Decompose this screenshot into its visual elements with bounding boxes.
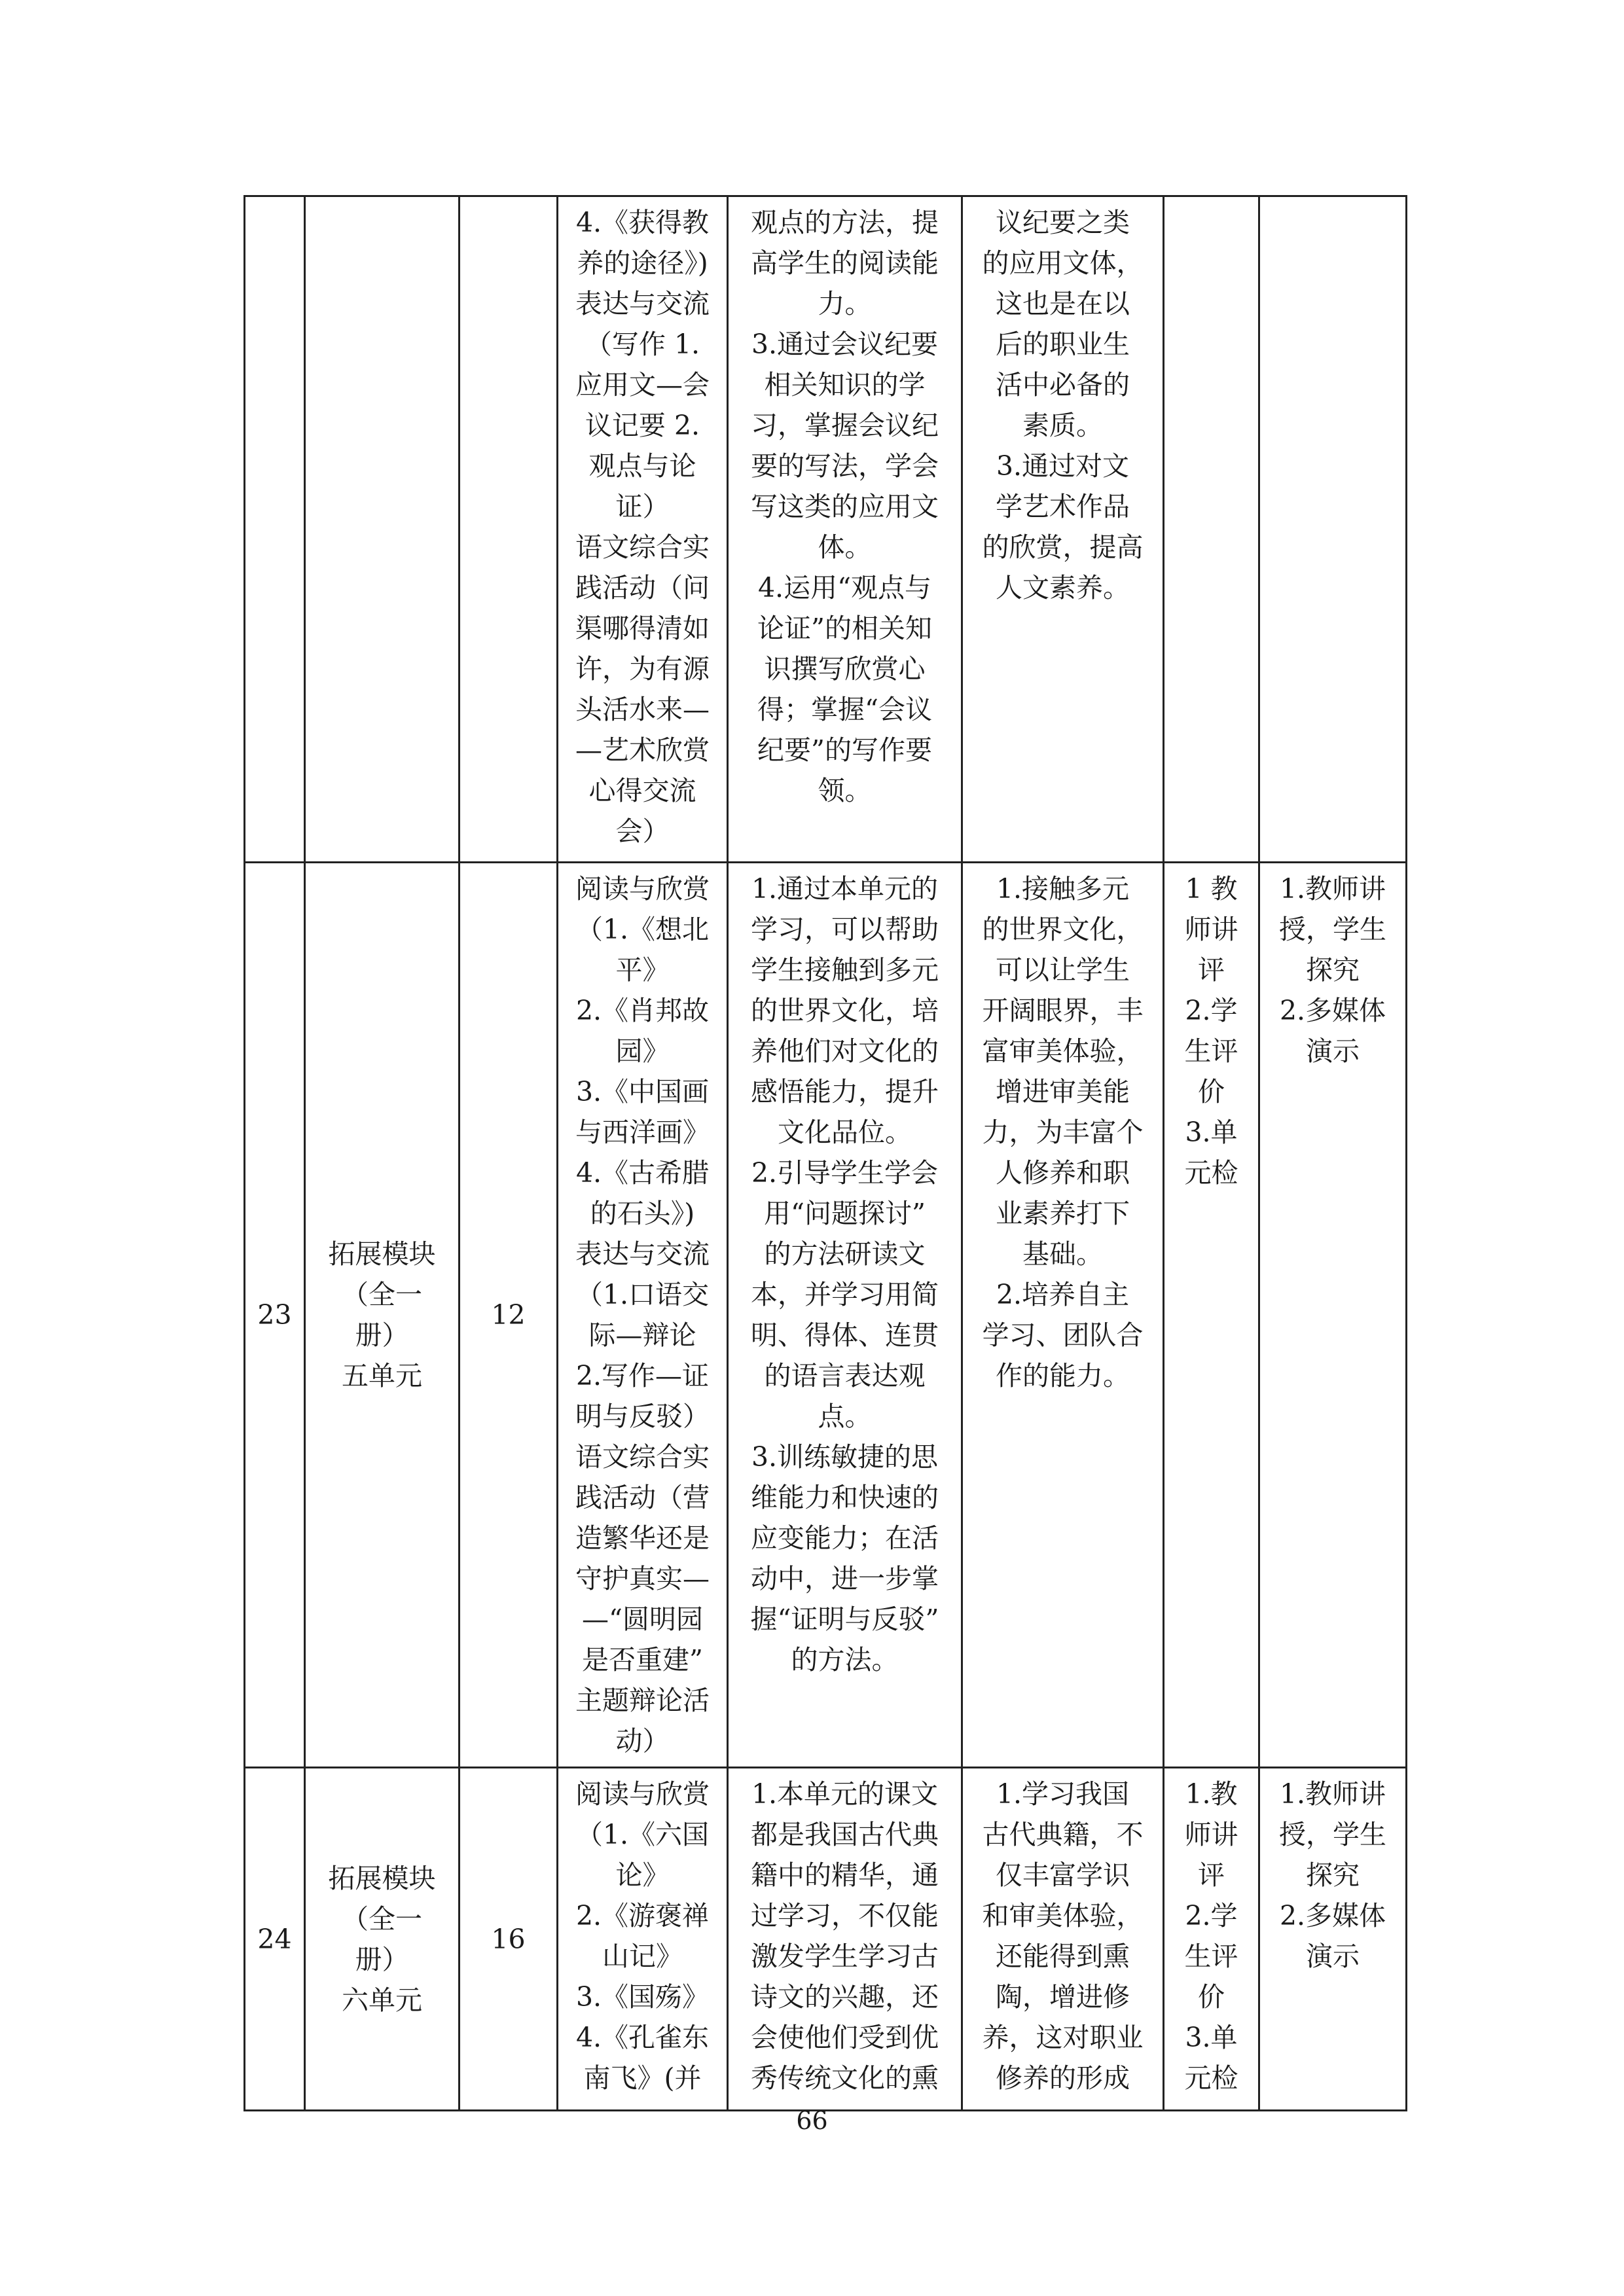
- cell-text-line: —“圆明园: [582, 1604, 703, 1635]
- cell-text-line: 诗文的兴趣，还: [751, 1981, 939, 2013]
- hours-cell: 16: [460, 1768, 558, 2111]
- cell-text-line: 探究: [1306, 1859, 1360, 1891]
- cell-text-line: 册）: [355, 1319, 409, 1351]
- cell-text-line: 学艺术作品: [996, 491, 1130, 522]
- content-cell: [558, 196, 728, 863]
- cell-text-line: 表达与交流: [575, 288, 710, 319]
- module-cell: [305, 1768, 460, 2111]
- cell-text-line: 渠哪得清如: [575, 613, 710, 644]
- cell-text-line: 价: [1198, 1981, 1225, 2013]
- assessment-cell: [1164, 863, 1259, 1768]
- cell-text-line: 4.《古希腊: [575, 1157, 710, 1189]
- cell-text-line: 3.《中国画: [575, 1076, 710, 1107]
- cell-text-line: （全一: [342, 1279, 422, 1310]
- methods-cell: [1259, 1768, 1407, 2111]
- cell-text-line: 力，为丰富个: [982, 1117, 1144, 1148]
- cell-text-line: 增进审美能: [996, 1076, 1130, 1107]
- cell-text-line: 学习，可以帮助: [751, 914, 939, 945]
- cell-text-line: 册）: [355, 1943, 409, 1975]
- cell-text-line: 许，为有源: [575, 653, 710, 685]
- cell-text-line: 的世界文化，培: [751, 995, 939, 1026]
- cell-text-line: 师讲: [1184, 1819, 1238, 1850]
- cell-text-line: 力。: [818, 288, 872, 319]
- cell-text-line: 园》: [615, 1035, 670, 1067]
- cell-text-line: 南飞》(并: [583, 2062, 702, 2094]
- cell-text-line: 陶，增进修: [996, 1981, 1130, 2013]
- cell-text-line: 五单元: [342, 1360, 422, 1391]
- cell-text-line: 养，这对职业: [982, 2022, 1144, 2053]
- cell-text-line: 富审美体验，: [982, 1035, 1144, 1067]
- cell-text-line: 得；掌握“会议: [757, 694, 932, 725]
- cell-text-line: 应用文—会: [575, 369, 710, 401]
- cell-text-line: 的应用文体，: [982, 247, 1144, 279]
- cell-text-line: 文化品位。: [778, 1117, 912, 1148]
- cell-text-line: （全一: [342, 1903, 422, 1935]
- cell-text-line: 人修养和职: [996, 1157, 1130, 1189]
- cell-text-line: 拓展模块: [328, 1238, 436, 1270]
- cell-text-line: 3.训练敏捷的思: [751, 1441, 939, 1473]
- cell-text-line: 践活动（问: [575, 572, 710, 603]
- cell-text-line: 3.单: [1185, 2022, 1238, 2053]
- cell-text-line: 可以让学生: [996, 954, 1130, 986]
- cell-text-line: 语文综合实: [575, 531, 710, 563]
- cell-text-line: 感悟能力，提升: [751, 1076, 939, 1107]
- cell-text-line: 的欣赏，提高: [982, 531, 1144, 563]
- cell-text-line: 的方法。: [791, 1644, 899, 1676]
- cell-text-line: 2.学: [1185, 995, 1238, 1026]
- cell-text-line: 1.本单元的课文: [751, 1778, 939, 1810]
- cell-text-line: 基础。: [1022, 1238, 1103, 1270]
- cell-text-line: 3.单: [1185, 1117, 1238, 1148]
- cell-text-line: 主题辩论活: [575, 1685, 710, 1716]
- cell-text-line: 养他们对文化的: [751, 1035, 939, 1067]
- cell-text-line: 后的职业生: [996, 329, 1130, 360]
- cell-text-line: 3.《国殇》: [575, 1981, 710, 2013]
- cell-text-line: 点。: [818, 1401, 872, 1432]
- cell-text-line: 握“证明与反驳”: [750, 1604, 939, 1635]
- methods-cell: [1259, 196, 1407, 863]
- cell-text-line: 本，并学习用简: [751, 1279, 939, 1310]
- cell-text-line: 作的能力。: [996, 1360, 1130, 1391]
- cell-text-line: 维能力和快速的: [751, 1482, 939, 1513]
- row-number-cell: [245, 196, 305, 863]
- cell-text-line: 守护真实—: [575, 1563, 710, 1594]
- cell-text-line: 明与反驳）: [575, 1401, 710, 1432]
- cell-text-line: 1.接触多元: [996, 873, 1130, 905]
- content-cell: [558, 863, 728, 1768]
- content-cell: [558, 1768, 728, 2111]
- cell-text-line: 活中必备的: [996, 369, 1130, 401]
- row-number-cell: 24: [245, 1768, 305, 2111]
- cell-text-line: 秀传统文化的熏: [751, 2062, 939, 2094]
- cell-text-line: 会使他们受到优: [751, 2022, 939, 2053]
- cell-text-line: 这也是在以: [996, 288, 1130, 319]
- cell-text-line: 2.多媒体: [1279, 995, 1386, 1026]
- cell-text-line: 观点与论: [588, 450, 696, 482]
- cell-text-line: 用“问题探讨”: [764, 1198, 926, 1229]
- cell-text-line: 动中，进一步掌: [751, 1563, 939, 1594]
- table-row-23: [245, 863, 1407, 1768]
- cell-text-line: 仅丰富学识: [996, 1859, 1130, 1891]
- cell-text-line: 明、得体、连贯: [751, 1319, 939, 1351]
- cell-text-line: 师讲: [1184, 914, 1238, 945]
- cell-text-line: 1.学习我国: [996, 1778, 1130, 1810]
- cell-text-line: 阅读与欣赏: [575, 873, 710, 905]
- cell-text-line: 纪要”的写作要: [757, 734, 932, 766]
- cell-text-line: 相关知识的学: [764, 369, 926, 401]
- cell-text-line: 评: [1198, 954, 1225, 986]
- cell-text-line: 际—辩论: [588, 1319, 696, 1351]
- cell-text-line: 的语言表达观: [764, 1360, 926, 1391]
- cell-text-line: —艺术欣赏: [575, 734, 710, 766]
- cell-text-line: 生评: [1184, 1941, 1238, 1972]
- cell-text-line: 1.教师讲: [1279, 873, 1386, 905]
- cell-text-line: 素质。: [1022, 410, 1103, 441]
- cell-text-line: 还能得到熏: [996, 1941, 1130, 1972]
- cell-text-line: 习，掌握会议纪: [751, 410, 939, 441]
- cell-text-line: （1.口语交: [575, 1279, 710, 1310]
- cell-text-line: 都是我国古代典: [751, 1819, 939, 1850]
- page-number: 66: [796, 2106, 828, 2135]
- cell-text-line: 2.培养自主: [996, 1279, 1130, 1310]
- hours-cell: [460, 196, 558, 863]
- cell-text-line: 评: [1198, 1859, 1225, 1891]
- cell-text-line: 人文素养。: [996, 572, 1130, 603]
- cell-text-line: 授，学生: [1279, 914, 1386, 945]
- assessment-cell: [1164, 1768, 1259, 2111]
- cell-text-line: 修养的形成: [996, 2062, 1130, 2094]
- cell-text-line: 山记》: [602, 1941, 683, 1972]
- goals-cell: [728, 1768, 962, 2111]
- cell-text-line: 3.通过会议纪要: [751, 329, 939, 360]
- cell-text-line: 4.《获得教: [575, 207, 710, 238]
- cell-text-line: 学习、团队合: [982, 1319, 1144, 1351]
- cell-text-line: 的世界文化，: [982, 914, 1144, 945]
- cell-text-line: 开阔眼界，丰: [982, 995, 1144, 1026]
- cell-text-line: 4.运用“观点与: [757, 572, 932, 603]
- cell-text-line: 4.《孔雀东: [575, 2022, 710, 2053]
- cell-text-line: 业素养打下: [996, 1198, 1130, 1229]
- cell-text-line: 古代典籍，不: [982, 1819, 1144, 1850]
- cell-text-line: 元检: [1184, 1157, 1238, 1189]
- cell-text-line: 会）: [615, 816, 670, 847]
- cell-text-line: 2.多媒体: [1279, 1900, 1386, 1931]
- cell-text-line: 应变能力；在活: [751, 1522, 939, 1554]
- cell-text-line: 2.《游褒禅: [575, 1900, 710, 1931]
- cell-text-line: 拓展模块: [328, 1862, 436, 1894]
- cell-text-line: 激发学生学习古: [751, 1941, 939, 1972]
- literacy-cell: [962, 863, 1164, 1768]
- table-row-24: [245, 1768, 1407, 2111]
- cell-text-line: 演示: [1306, 1035, 1360, 1067]
- cell-text-line: 1.通过本单元的: [751, 873, 939, 905]
- cell-text-line: 是否重建”: [582, 1644, 703, 1676]
- cell-text-line: 平》: [615, 954, 670, 986]
- cell-text-line: 证）: [615, 491, 670, 522]
- cell-text-line: 写这类的应用文: [751, 491, 939, 522]
- cell-text-line: 体。: [818, 531, 872, 563]
- cell-text-line: 心得交流: [588, 775, 696, 806]
- cell-text-line: 头活水来—: [575, 694, 710, 725]
- cell-text-line: （1.《六国: [575, 1819, 710, 1850]
- cell-text-line: 价: [1198, 1076, 1225, 1107]
- cell-text-line: 1.教师讲: [1279, 1778, 1386, 1810]
- cell-text-line: 籍中的精华，通: [751, 1859, 939, 1891]
- cell-text-line: 3.通过对文: [996, 450, 1130, 482]
- cell-text-line: 议记要 2.: [585, 410, 700, 441]
- cell-text-line: 2.学: [1185, 1900, 1238, 1931]
- cell-text-line: 论》: [615, 1859, 670, 1891]
- cell-text-line: 高学生的阅读能: [751, 247, 939, 279]
- cell-text-line: 和审美体验，: [982, 1900, 1144, 1931]
- cell-text-line: 演示: [1306, 1941, 1360, 1972]
- cell-text-line: 践活动（营: [575, 1482, 710, 1513]
- cell-text-line: 元检: [1184, 2062, 1238, 2094]
- goals-cell: [728, 863, 962, 1768]
- cell-text-line: 观点的方法，提: [751, 207, 939, 238]
- cell-text-line: 学生接触到多元: [751, 954, 939, 986]
- cell-text-line: （1.《想北: [575, 914, 710, 945]
- cell-text-line: 论证”的相关知: [757, 613, 932, 644]
- cell-text-line: 1.教: [1185, 1778, 1238, 1810]
- cell-text-line: 养的途径》): [577, 247, 708, 279]
- cell-text-line: （写作 1.: [585, 329, 700, 360]
- cell-text-line: 2.《肖邦故: [575, 995, 710, 1026]
- cell-text-line: 与西洋画》: [575, 1117, 710, 1148]
- cell-text-line: 探究: [1306, 954, 1360, 986]
- table-row-continued: [245, 196, 1407, 863]
- cell-text-line: 领。: [818, 775, 872, 806]
- module-cell: [305, 863, 460, 1768]
- cell-text-line: 2.引导学生学会: [751, 1157, 939, 1189]
- cell-text-line: 的方法研读文: [764, 1238, 926, 1270]
- cell-text-line: 造繁华还是: [575, 1522, 710, 1554]
- module-cell: [305, 196, 460, 863]
- cell-text-line: 六单元: [342, 1984, 422, 2016]
- curriculum-table: [244, 195, 1407, 2111]
- cell-text-line: 1 教: [1185, 873, 1238, 905]
- cell-text-line: 语文综合实: [575, 1441, 710, 1473]
- hours-cell: 12: [460, 863, 558, 1768]
- cell-text-line: 2.写作—证: [575, 1360, 710, 1391]
- cell-text-line: 阅读与欣赏: [575, 1778, 710, 1810]
- row-number-cell: 23: [245, 863, 305, 1768]
- cell-text-line: 表达与交流: [575, 1238, 710, 1270]
- literacy-cell: [962, 196, 1164, 863]
- cell-text-line: 识撰写欣赏心: [764, 653, 926, 685]
- cell-text-line: 的石头》): [590, 1198, 695, 1229]
- goals-cell: [728, 196, 962, 863]
- cell-text-line: 要的写法，学会: [751, 450, 939, 482]
- cell-text-line: 授，学生: [1279, 1819, 1386, 1850]
- cell-text-line: 生评: [1184, 1035, 1238, 1067]
- assessment-cell: [1164, 196, 1259, 863]
- cell-text-line: 动）: [615, 1725, 670, 1757]
- methods-cell: [1259, 863, 1407, 1768]
- cell-text-line: 过学习，不仅能: [751, 1900, 939, 1931]
- cell-text-line: 议纪要之类: [996, 207, 1130, 238]
- literacy-cell: [962, 1768, 1164, 2111]
